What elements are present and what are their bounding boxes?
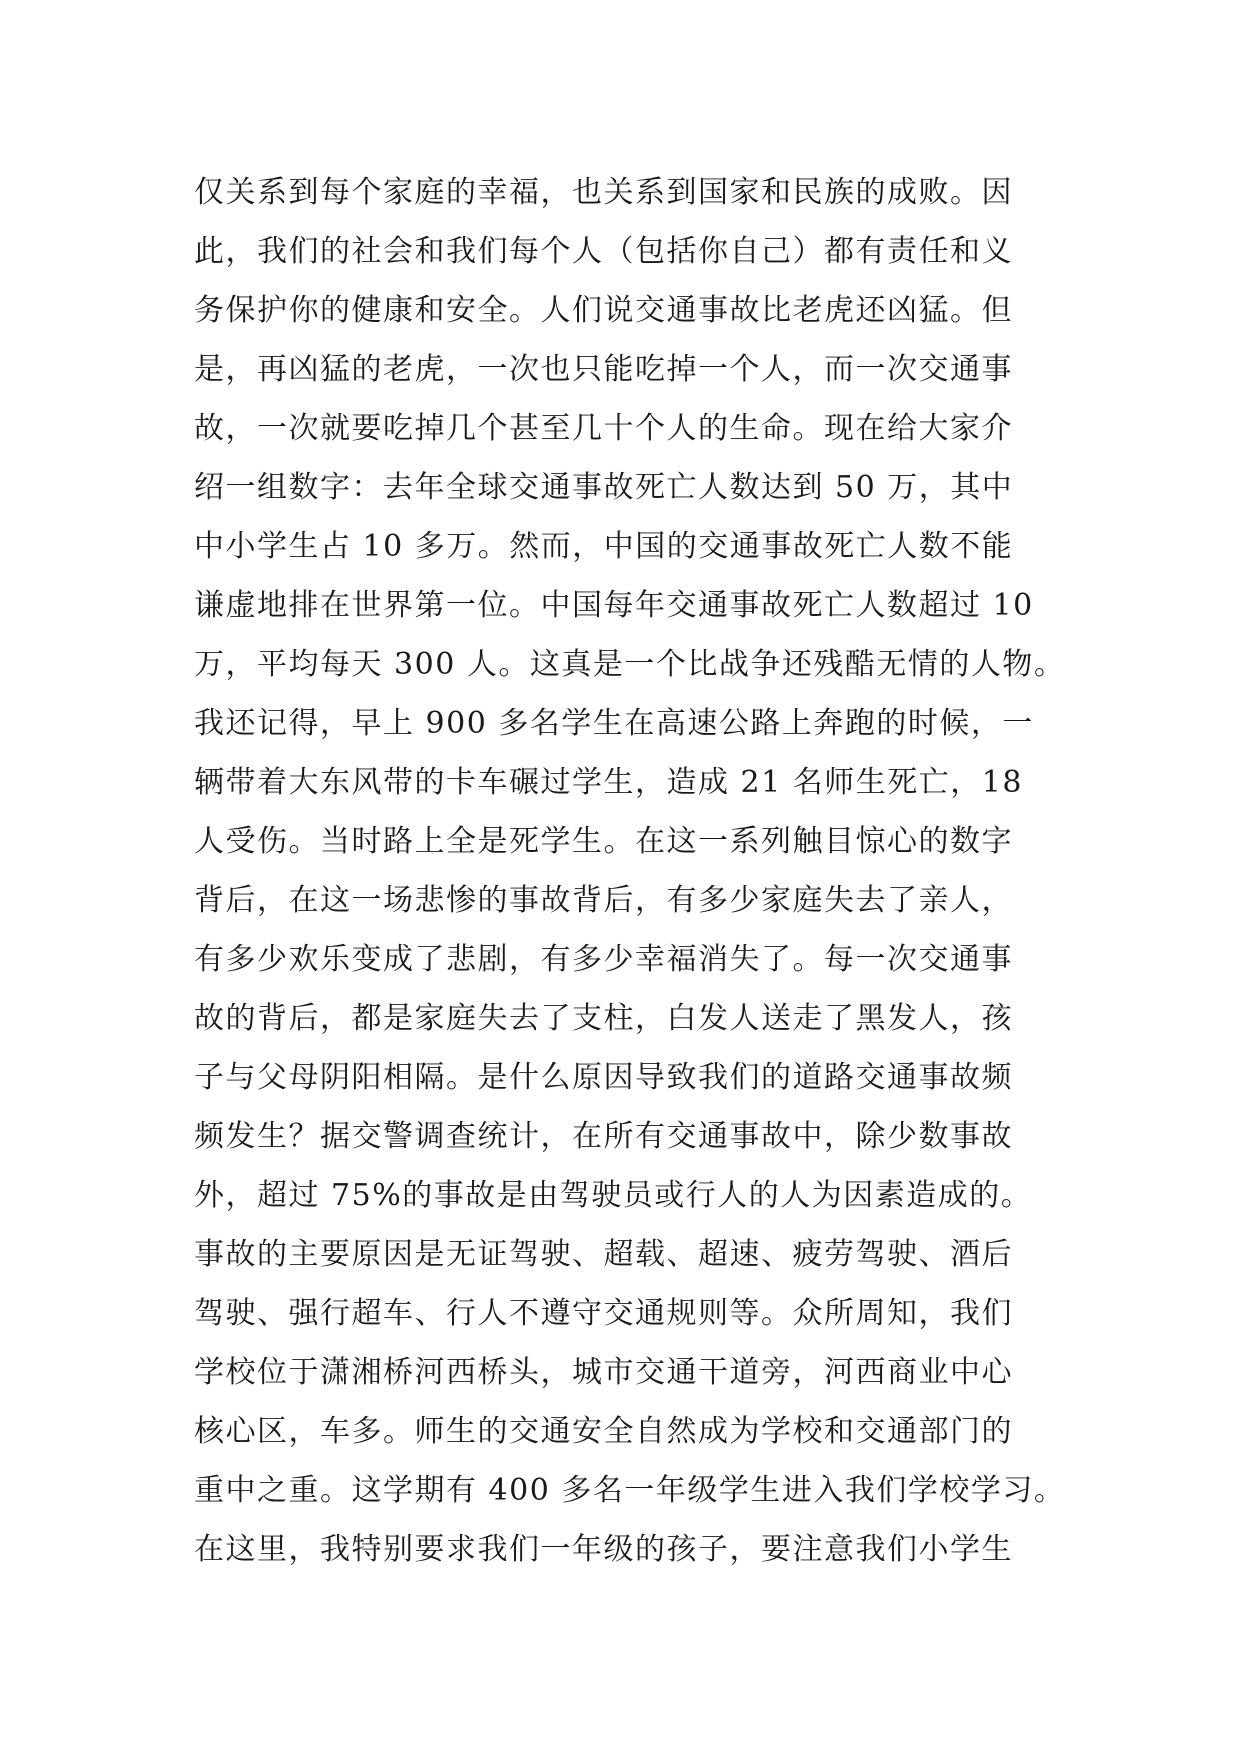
text-line: 学校位于潇湘桥河西桥头，城市交通干道旁，河西商业中心: [194, 1355, 1013, 1390]
text-line: 仅关系到每个家庭的幸福，也关系到国家和民族的成败。因: [194, 175, 1013, 210]
text-line: 故的背后，都是家庭失去了支柱，白发人送走了黑发人，孩: [194, 1001, 1013, 1036]
text-line: 谦虚地排在世界第一位。中国每年交通事故死亡人数超过 10: [194, 588, 1034, 623]
text-line: 子与父母阴阳相隔。是什么原因导致我们的道路交通事故频: [194, 1060, 1013, 1095]
text-line: 我还记得，早上 900 多名学生在高速公路上奔跑的时候，一: [194, 706, 1034, 741]
text-line: 核心区，车多。师生的交通安全自然成为学校和交通部门的: [194, 1414, 1013, 1449]
text-line: 驾驶、强行超车、行人不遵守交通规则等。众所周知，我们: [194, 1296, 1013, 1331]
text-line: 事故的主要原因是无证驾驶、超载、超速、疲劳驾驶、酒后: [194, 1237, 1013, 1272]
text-line: 外，超过 75%的事故是由驾驶员或行人的人为因素造成的。: [194, 1178, 1033, 1213]
text-line: 频发生？据交警调查统计，在所有交通事故中，除少数事故: [194, 1119, 1013, 1154]
text-line: 辆带着大东风带的卡车碾过学生，造成 21 名师生死亡，18: [194, 765, 1023, 800]
body-text: [194, 163, 1074, 1579]
text-line: 务保护你的健康和安全。人们说交通事故比老虎还凶猛。但: [194, 293, 1013, 328]
text-line: 中小学生占 10 多万。然而，中国的交通事故死亡人数不能: [194, 529, 1014, 564]
text-line: 在这里，我特别要求我们一年级的孩子，要注意我们小学生: [194, 1532, 1013, 1567]
text-line: 此，我们的社会和我们每个人（包括你自己）都有责任和义: [194, 234, 1013, 269]
text-line: 重中之重。这学期有 400 多名一年级学生进入我们学校学习。: [194, 1473, 1066, 1508]
text-line: 有多少欢乐变成了悲剧，有多少幸福消失了。每一次交通事: [194, 942, 1013, 977]
text-line: 是，再凶猛的老虎，一次也只能吃掉一个人，而一次交通事: [194, 352, 1013, 387]
text-line: 绍一组数字：去年全球交通事故死亡人数达到 50 万，其中: [194, 470, 1014, 505]
text-line: 人受伤。当时路上全是死学生。在这一系列触目惊心的数字: [194, 824, 1013, 859]
text-line: 故，一次就要吃掉几个甚至几十个人的生命。现在给大家介: [194, 411, 1013, 446]
text-line: 万，平均每天 300 人。这真是一个比战争还残酷无情的人物。: [194, 647, 1066, 682]
text-line: 背后，在这一场悲惨的事故背后，有多少家庭失去了亲人，: [194, 883, 1013, 918]
